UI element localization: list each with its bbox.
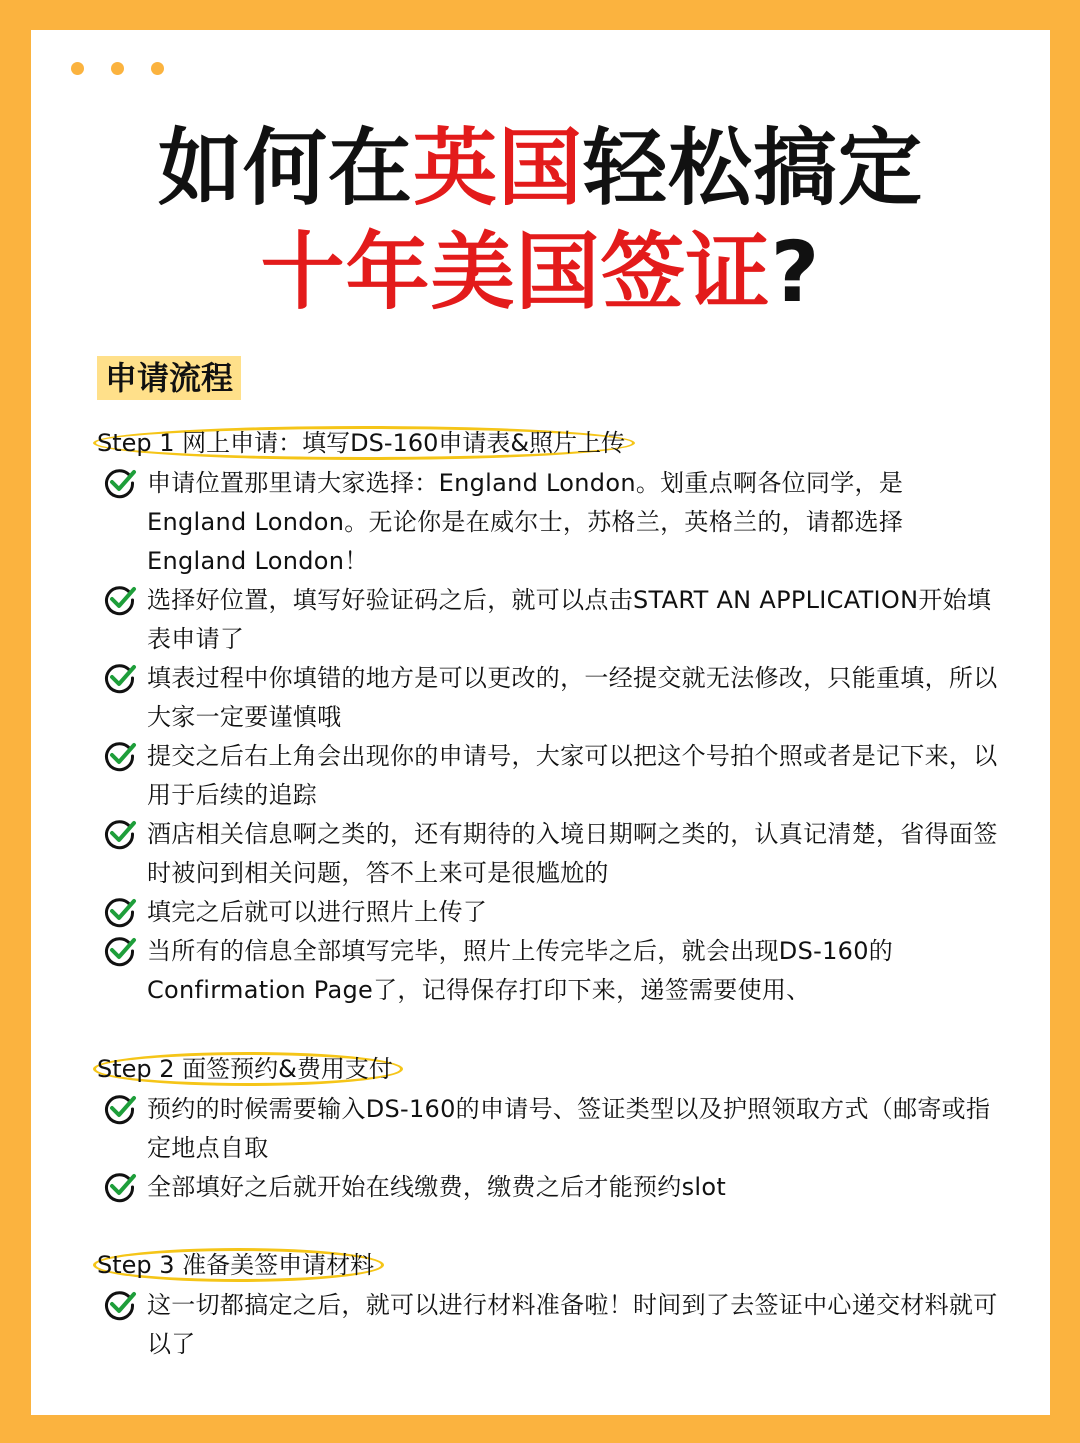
list-item-text: 酒店相关信息啊之类的，还有期待的入境日期啊之类的，认真记清楚，省得面签时被问到相关问题，答不上来可是很尴尬的 bbox=[147, 820, 998, 887]
list-item bbox=[101, 893, 1001, 932]
list-item-text: 这一切都搞定之后，就可以进行材料准备啦！时间到了去签证中心递交材料就可以了 bbox=[147, 1291, 998, 1358]
list-item-text: 填完之后就可以进行照片上传了 bbox=[147, 898, 488, 926]
list-item-text: 当所有的信息全部填写完毕，照片上传完毕之后，就会出现DS-160的Confirmation Page了，记得保存打印下来，递签需要使用、 bbox=[147, 937, 894, 1004]
content-card bbox=[31, 30, 1050, 1415]
list-item bbox=[101, 815, 1001, 893]
step-heading-text: Step 1 网上申请：填写DS-160申请表&照片上传 bbox=[97, 429, 626, 457]
step-2-heading bbox=[97, 1052, 393, 1086]
step-2-list bbox=[101, 1090, 1001, 1207]
list-item bbox=[101, 1286, 1001, 1364]
check-circle-icon bbox=[103, 934, 137, 968]
page-title-line1 bbox=[31, 118, 1050, 218]
decorative-dots bbox=[71, 62, 164, 75]
check-circle-icon bbox=[103, 583, 137, 617]
page-title-line2 bbox=[31, 222, 1050, 322]
title-part: 轻松搞定 bbox=[583, 119, 924, 217]
title-highlight: 十年美国签证 bbox=[260, 223, 771, 321]
title-part: ? bbox=[770, 223, 821, 321]
list-item bbox=[101, 737, 1001, 815]
check-circle-icon bbox=[103, 1092, 137, 1126]
step-1-list bbox=[101, 464, 1001, 1010]
title-part: 如何在 bbox=[157, 119, 413, 217]
check-circle-icon bbox=[103, 895, 137, 929]
check-circle-icon bbox=[103, 817, 137, 851]
section-label: 申请流程 bbox=[97, 356, 241, 400]
list-item-text: 选择好位置，填写好验证码之后，就可以点击START AN APPLICATION开始填表申请了 bbox=[147, 586, 992, 653]
list-item-text: 填表过程中你填错的地方是可以更改的，一经提交就无法修改，只能重填，所以大家一定要谨慎哦 bbox=[147, 664, 998, 731]
dot-icon bbox=[111, 62, 124, 75]
step-3-list bbox=[101, 1286, 1001, 1364]
check-circle-icon bbox=[103, 1288, 137, 1322]
step-3-heading bbox=[97, 1248, 374, 1282]
list-item-text: 申请位置那里请大家选择：England London。划重点啊各位同学，是England London。无论你是在威尔士，苏格兰，英格兰的，请都选择England London！ bbox=[147, 469, 904, 575]
step-heading-text: Step 3 准备美签申请材料 bbox=[97, 1251, 375, 1279]
list-item bbox=[101, 932, 1001, 1010]
list-item-text: 预约的时候需要输入DS-160的申请号、签证类型以及护照领取方式（邮寄或指定地点自取 bbox=[147, 1095, 991, 1162]
check-circle-icon bbox=[103, 1170, 137, 1204]
list-item bbox=[101, 581, 1001, 659]
check-circle-icon bbox=[103, 466, 137, 500]
dot-icon bbox=[71, 62, 84, 75]
dot-icon bbox=[151, 62, 164, 75]
check-circle-icon bbox=[103, 661, 137, 695]
list-item bbox=[101, 1168, 1001, 1207]
list-item bbox=[101, 659, 1001, 737]
list-item-text: 全部填好之后就开始在线缴费，缴费之后才能预约slot bbox=[147, 1173, 727, 1201]
check-circle-icon bbox=[103, 739, 137, 773]
list-item bbox=[101, 1090, 1001, 1168]
step-heading-text: Step 2 面签预约&费用支付 bbox=[97, 1055, 393, 1083]
title-highlight: 英国 bbox=[412, 119, 583, 217]
list-item-text: 提交之后右上角会出现你的申请号，大家可以把这个号拍个照或者是记下来，以用于后续的追踪 bbox=[147, 742, 998, 809]
step-1-heading bbox=[97, 426, 625, 460]
list-item bbox=[101, 464, 1001, 581]
